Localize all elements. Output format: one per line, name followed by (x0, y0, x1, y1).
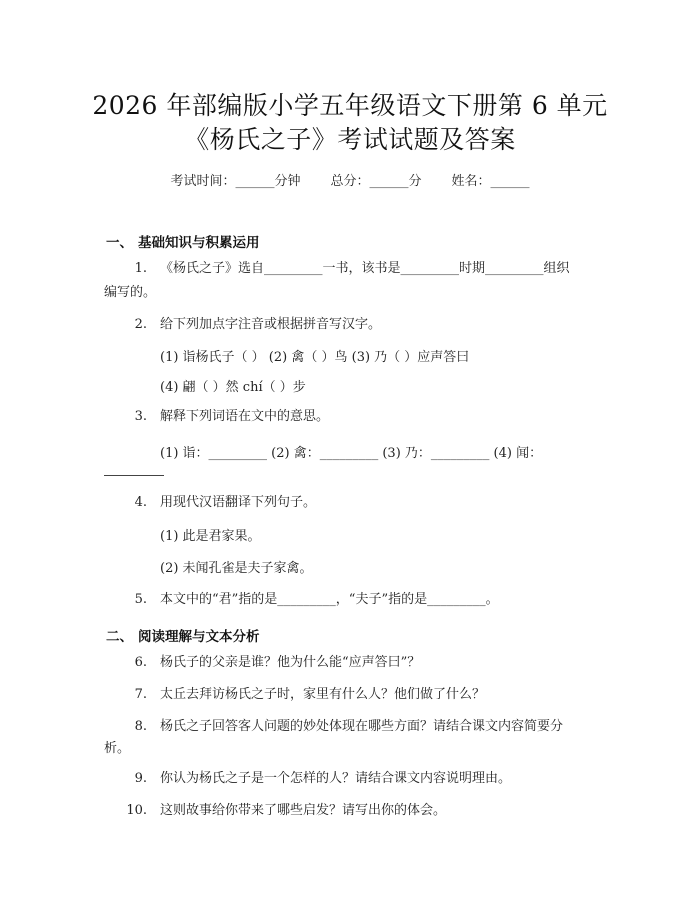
question-3 (104, 406, 594, 428)
title-line-1: 2026 年部编版小学五年级语文下册第 6 单元 (92, 91, 608, 120)
question-text: 《杨氏之子》选自_________一书，该书是_________时期_________组织 (160, 261, 570, 276)
section-number: 二、 (106, 629, 133, 645)
question-4-sub-1: (1) 此是君家果。 (160, 529, 261, 544)
question-text: 本文中的“君”指的是_________，“夫子”指的是_________。 (160, 592, 499, 607)
title-line-2: 《杨氏之子》考试试题及答案 (184, 125, 516, 154)
question-number: 4. (134, 495, 147, 510)
exam-time: 考试时间：______分钟 (170, 174, 301, 189)
question-text: 你认为杨氏之子是一个怎样的人？请结合课文内容说明理由。 (160, 771, 512, 786)
question-1 (104, 258, 594, 280)
question-text: 杨氏子的父亲是谁？他为什么能“应声答曰”？ (160, 655, 421, 670)
section-title: 阅读理解与文本分析 (138, 629, 260, 645)
question-2-sub-1: (1) 诣杨氏子（ ） (2) 禽（ ）鸟 (3) 乃（ ）应声答曰 (160, 350, 470, 365)
question-8-continued: 析。 (104, 741, 131, 756)
question-text: 杨氏之子回答客人问题的妙处体现在哪些方面？请结合课文内容简要分 (160, 719, 564, 734)
question-number: 10. (126, 803, 147, 818)
exam-info (0, 170, 700, 189)
question-text: 用现代汉语翻译下列句子。 (160, 495, 317, 510)
question-8 (104, 716, 594, 738)
question-7 (104, 684, 594, 706)
question-5 (104, 589, 594, 611)
total-score: 总分：______分 (330, 174, 422, 189)
question-text: 解释下列词语在文中的意思。 (160, 409, 330, 424)
question-4-sub-2: (2) 未闻孔雀是夫子家禽。 (160, 561, 313, 576)
student-name: 姓名：______ (451, 174, 530, 189)
question-9 (104, 768, 594, 790)
question-number: 2. (134, 317, 147, 332)
section-heading-1 (106, 231, 260, 251)
question-1-continued: 编写的。 (104, 285, 157, 300)
question-6 (104, 652, 594, 674)
question-number: 3. (134, 409, 147, 424)
question-text: 太丘去拜访杨氏之子时，家里有什么人？他们做了什么？ (160, 687, 486, 702)
question-text: 这则故事给你带来了哪些启发？请写出你的体会。 (160, 803, 447, 818)
question-4 (104, 492, 594, 514)
question-3-sub-1: (1) 诣：_________ (2) 禽：_________ (3) 乃：_________ (4) 闻： (160, 446, 543, 461)
question-number: 5. (134, 592, 147, 607)
question-2-sub-2: (4) 翩（ ）然 chí（ ）步 (160, 380, 306, 395)
answer-blank-line (104, 475, 164, 476)
question-2 (104, 314, 594, 336)
question-number: 7. (134, 687, 147, 702)
question-10 (104, 800, 594, 822)
question-text: 给下列加点字注音或根据拼音写汉字。 (160, 317, 382, 332)
question-number: 6. (134, 655, 147, 670)
section-number: 一、 (106, 235, 133, 251)
section-heading-2 (106, 625, 260, 645)
section-title: 基础知识与积累运用 (138, 235, 260, 251)
question-number: 1. (134, 261, 147, 276)
question-number: 9. (134, 771, 147, 786)
question-number: 8. (134, 719, 147, 734)
